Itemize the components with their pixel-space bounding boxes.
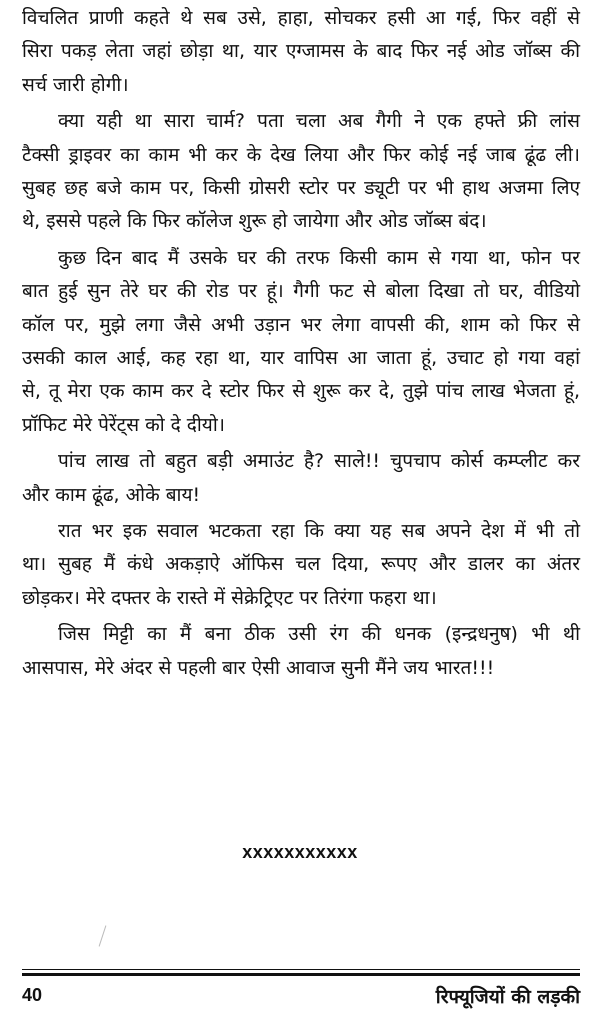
text-line: सुबह छह बजे काम पर, किसी ग्रोसरी स्टोर पर ड्यूटी पर भी हाथ अजमा लिए <box>22 177 580 199</box>
text-line: से, तू मेरा एक काम कर दे स्टोर फिर से शुरू कर दे, तुझे पांच लाख भेजता हूं, <box>22 380 580 403</box>
text-line: पांच लाख तो बहुत बड़ी अमाउंट है? साले!! चुपचाप कोर्स कम्प्लीट कर <box>58 450 580 473</box>
text-line: क्या यही था सारा चार्म? पता चला अब गैगी ने एक हफ्ते फ्री लांस <box>58 110 580 133</box>
footer-rule-thick <box>22 973 580 976</box>
text-line: बात हुई सुन तेरे घर की रोड पर हूं। गैगी फट से बोला दिखा तो घर, वीडियो <box>22 280 580 303</box>
text-line: टैक्सी ड्राइवर का काम भी कर के देख लिया और फिर कोई नई जाब ढूंढ ली। <box>22 143 580 166</box>
text-line: आसपास, मेरे अंदर से पहली बार ऐसी आवाज सुनी मैंने जय भारत!!! <box>22 656 495 679</box>
text-line: रात भर इक सवाल भटकता रहा कि क्या यह सब अपने देश में भी तो <box>58 520 580 542</box>
text-line: था। सुबह मैं कंधे अकड़ाऐ ऑफिस चल दिया, रूपए और डालर का अंतर <box>22 553 580 576</box>
page-number: 40 <box>22 985 43 1005</box>
section-separator: xxxxxxxxxxx <box>242 842 358 862</box>
pen-mark <box>99 925 107 946</box>
text-line: प्रॉफिट मेरे पेरेंट्स को दे दीयो। <box>22 413 225 436</box>
book-title: रिफ्यूजियों की लड़की <box>435 986 580 1008</box>
footer-rule-thin <box>22 969 580 970</box>
text-line: जिस मिट्टी का मैं बना ठीक उसी रंग की धनक (इन्द्रधनुष) भी थी <box>58 623 580 646</box>
text-line: छोड़कर। मेरे दफ्तर के रास्ते में सेक्रेट्रिएट पर तिरंगा फहरा था। <box>22 586 437 609</box>
text-line: थे, इससे पहले कि फिर कॉलेज शुरू हो जायेगा और ओड जॉब्स बंद। <box>22 210 487 233</box>
text-line: सर्च जारी होगी। <box>22 73 129 96</box>
text-line: उसकी काल आई, कह रहा था, यार वापिस आ जाता हूं, उचाट हो गया वहां <box>22 347 580 369</box>
text-line: और काम ढूंढ, ओके बाय! <box>22 483 201 506</box>
text-line: विचलित प्राणी कहते थे सब उसे, हाहा, सोचकर हसी आ गई, फिर वहीं से <box>22 7 580 29</box>
text-line: सिरा पकड़ लेता जहां छोड़ा था, यार एग्जामस के बाद फिर नई ओड जॉब्स की <box>22 40 580 63</box>
text-line: कुछ दिन बाद मैं उसके घर की तरफ किसी काम से गया था, फोन पर <box>58 246 580 269</box>
text-line: कॉल पर, मुझे लगा जैसे अभी उड़ान भर लेगा वापसी की, शाम को फिर से <box>22 313 580 336</box>
